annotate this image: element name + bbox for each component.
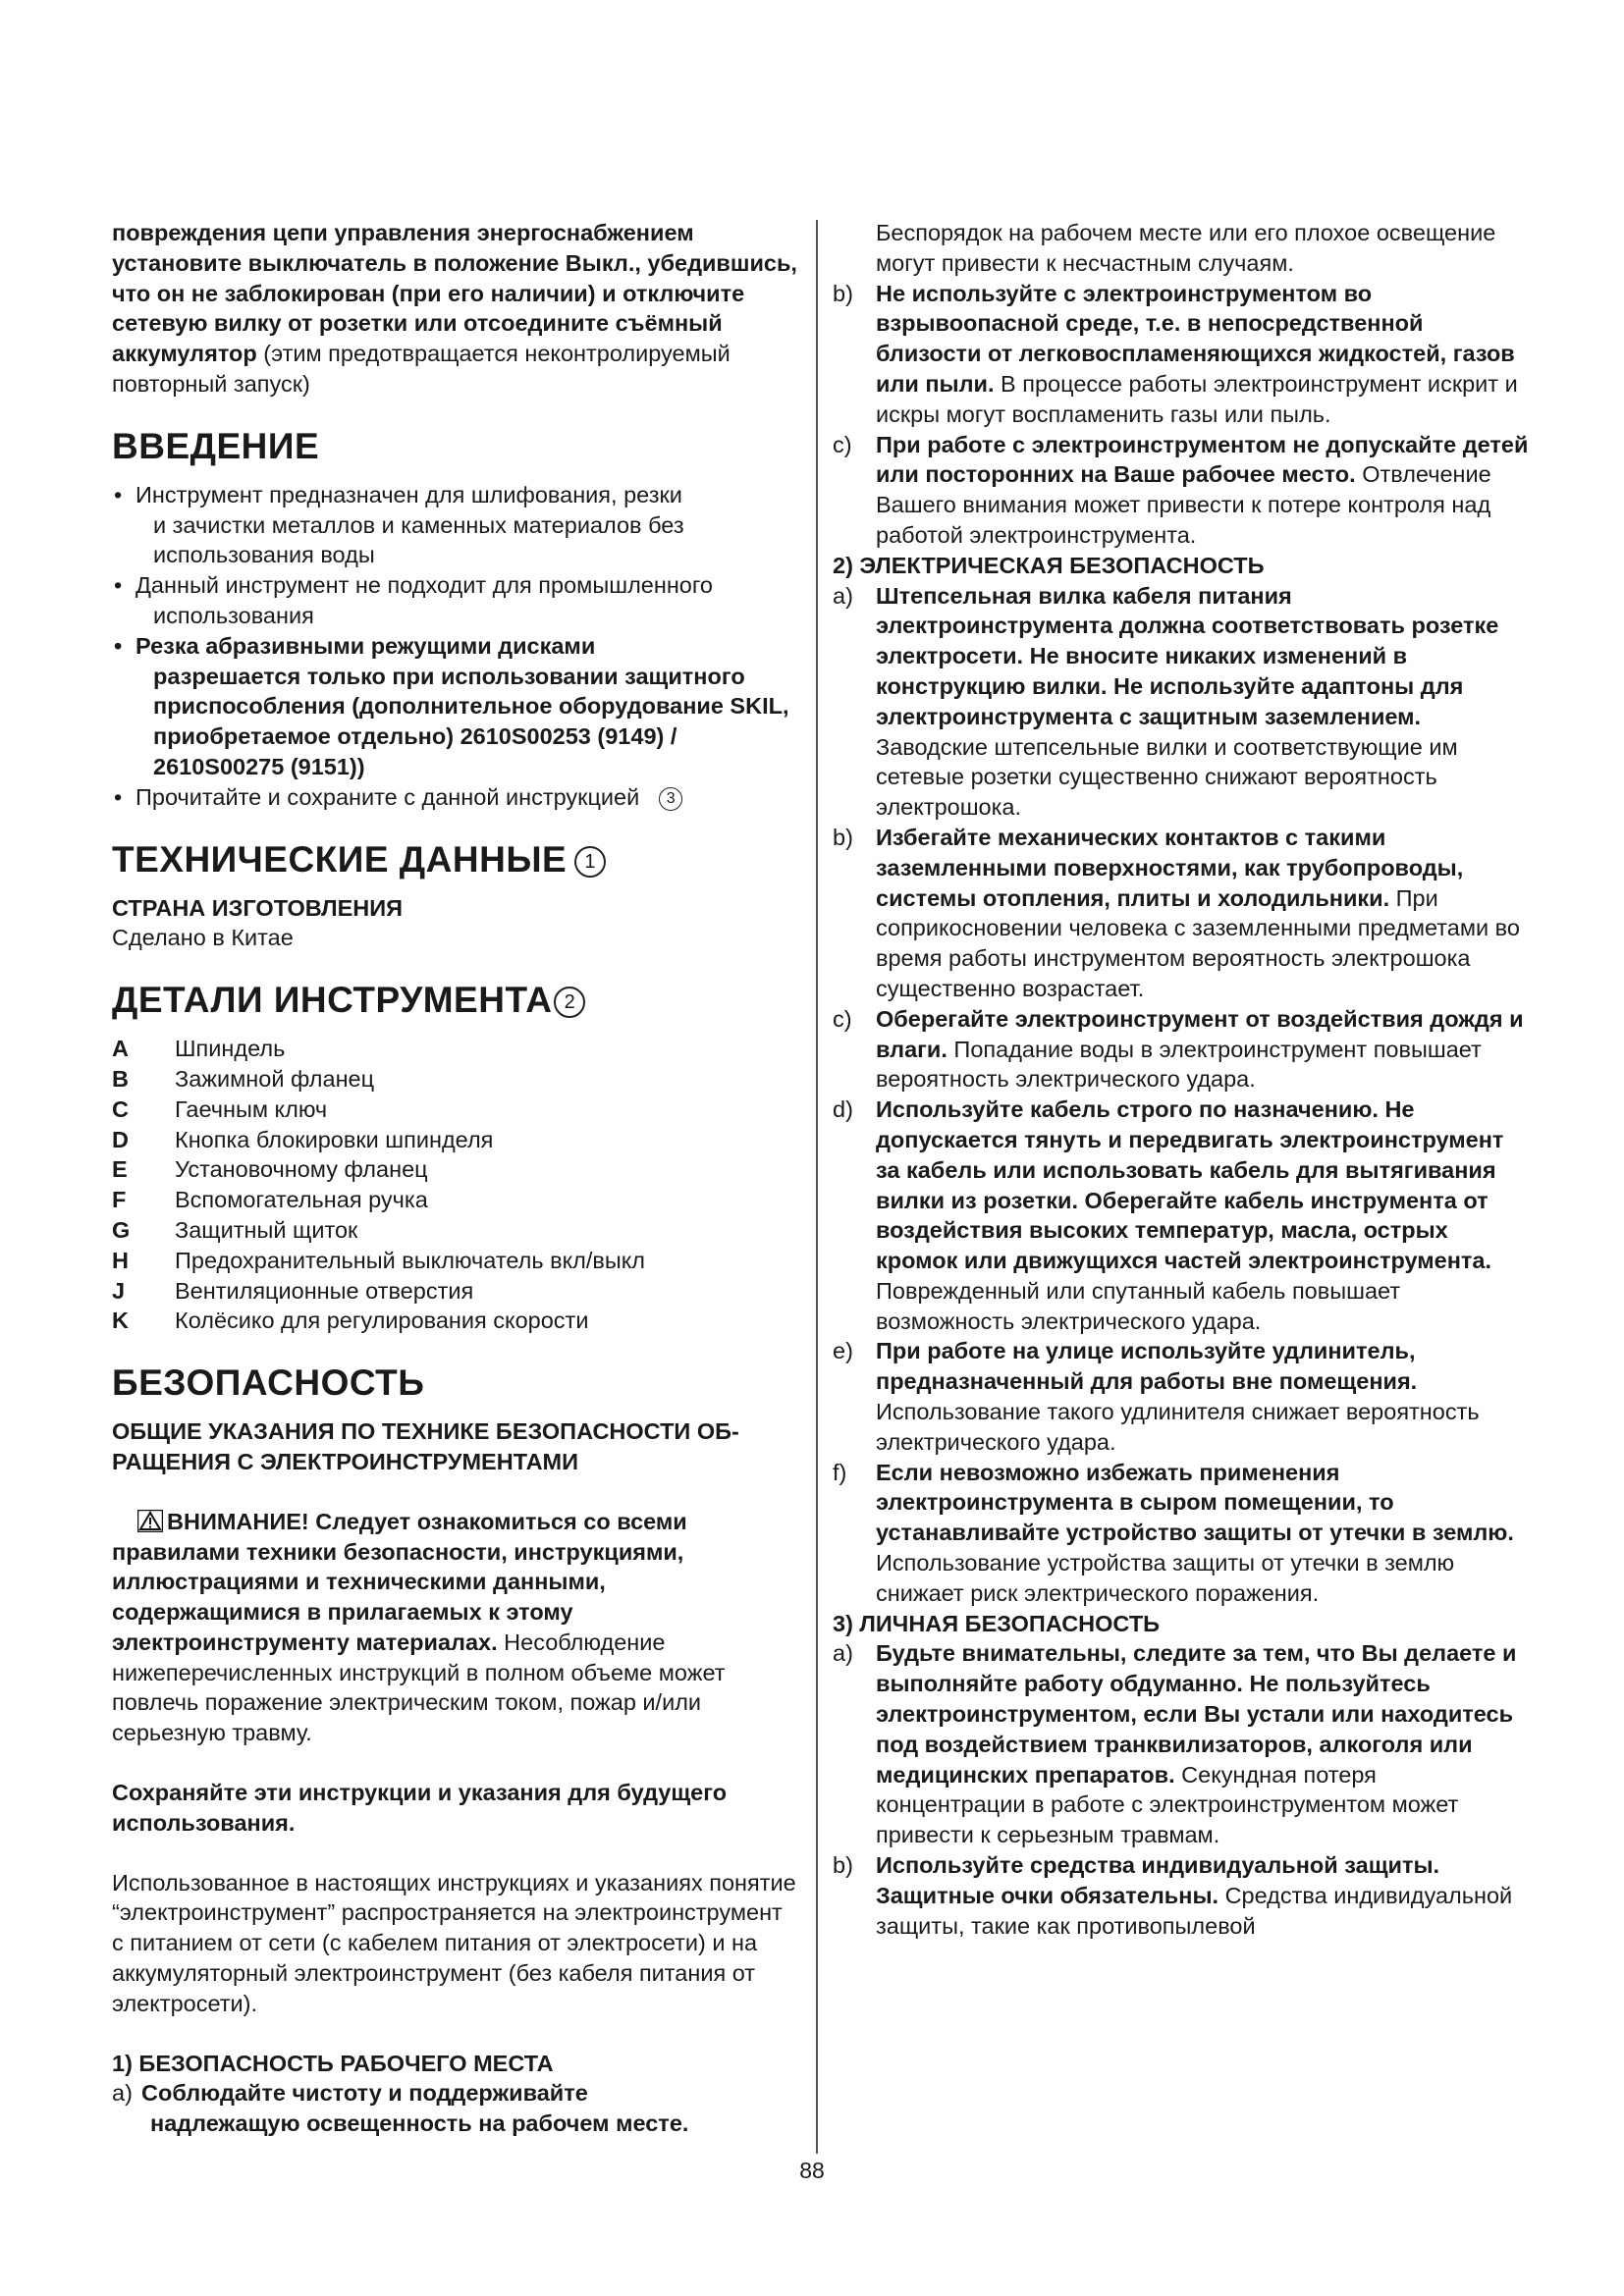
parts-list [112,1034,799,1336]
section-electrical-title: 2) ЭЛЕКТРИЧЕСКАЯ БЕЗОПАСНОСТЬ [833,552,1265,578]
section-personal-title: 3) ЛИЧНАЯ БЕЗОПАСНОСТЬ [833,1610,1161,1636]
part-key: E [112,1156,128,1183]
vvedenie-bullets [112,480,799,813]
item-normal-text: Использование устройства защиты от утечки в землю снижает риск электрического поражения. [876,1550,1455,1606]
part-label: Колёсико для регулирования скорости [175,1308,589,1334]
part-key: J [112,1277,126,1304]
bullet-text: Резка абразивными режущими дисками [135,632,596,659]
item-letter: a) [833,582,853,609]
vvedenie-bullet [112,480,799,570]
figure-ref-badge: 1 [574,846,606,878]
part-key: K [112,1308,129,1334]
part-label: Шпиндель [175,1036,286,1062]
safety-item [833,823,1530,1004]
bullet-dot: • [114,481,123,507]
warning-normal-text: Несоблюдение нижеперечисленных инструкций в полном объеме может повлечь поражение электрическим током, пожар и/или серьезную травму. [112,1629,726,1746]
bullet-text: Инструмент предназначен для шлифования, резки [135,481,682,507]
item-normal-text: Средства индивидуальной защиты, такие как противопылевой [876,1882,1513,1939]
part-key: F [112,1187,127,1213]
item-letter: c) [833,431,852,457]
bullet-text-cont: использования [153,602,314,628]
item-letter: b) [833,1852,853,1879]
bullet-text-cont: разрешается только при использовании защитного приспособления (дополнительное оборудование SKIL, приобретаемое отдельно) 2610S00253 (9149) / 2610S00275 (9151)) [153,663,789,779]
item-letter: b) [833,824,853,850]
part-label: Защитный щиток [175,1216,358,1243]
safety-item [833,430,1530,551]
item-letter: f) [833,1459,847,1485]
part-label: Предохранительный выключатель вкл/выкл [175,1247,646,1273]
bullet-text: Прочитайте и сохраните с данной инструкцией [135,783,640,810]
tech-title-text: ТЕХНИЧЕСКИЕ ДАННЫЕ [112,838,568,880]
country-value: Сделано в Китае [112,925,294,951]
bullet-dot: • [114,632,123,659]
section-title-vvedenie: ВВЕДЕНИЕ [112,425,320,466]
country-label: СТРАНА ИЗГОТОВЛЕНИЯ [112,894,404,921]
item-bold-text: Используйте кабель строго по назначению. Не допускается тянуть и передвигать электроинструмент за кабель или использовать кабель для вытягивания вилки из розетки. Оберегайте кабель инструмента от воздействия высоких температур, масла, острых кромок или движущихся частей электроинструмента. [876,1096,1504,1274]
continued-text: Беспорядок на рабочем месте или его плохое освещение могут привести к несчастным случаям. [876,220,1496,276]
item-bold-line: Соблюдайте чистоту и поддерживайте [141,2080,588,2107]
workplace-items [833,279,1530,551]
part-key: G [112,1216,131,1243]
vvedenie-bullet [112,782,799,813]
item-bold-text: Будьте внимательны, следите за тем, что Вы делаете и выполняйте работу обдуманно. Не пользуйтесь электроинструментом, если Вы устали или находитесь под воздействием транквилизаторов, алкоголя или медицинских препаратов. [876,1640,1517,1788]
bullet-dot: • [114,783,123,810]
parts-title-text: ДЕТАЛИ ИНСТРУМЕНТА [112,980,553,1021]
item-normal-text: В процессе работы электроинструмент искрит и искры могут воспламенить газы или пыль. [876,370,1518,427]
section-title-tech [112,838,799,881]
keep-instructions: Сохраняйте эти инструкции и указания для будущего использования. [112,1780,728,1836]
item-bold-text: Штепсельная вилка кабеля питания электроинструмента должна соответствовать розетке электросети. Не вносите никаких изменений в конструкцию вилки. Не используйте адаптоны для электроинструмента с защитным заземлением. [876,582,1499,729]
safety-item [833,1638,1530,1850]
part-item [112,1306,799,1336]
vvedenie-bullet [112,631,799,782]
intro-normal-text: (этим предотвращается неконтролируемый повторный запуск) [112,341,731,397]
part-item [112,1185,799,1215]
part-label: Вентиляционные отверстия [175,1277,474,1304]
warning-paragraph [112,1507,799,1748]
intro-paragraph [112,218,799,400]
electrical-items [833,581,1530,1609]
item-letter: c) [833,1005,852,1032]
safety-item [833,1336,1530,1457]
part-item [112,1276,799,1307]
safety-item [833,279,1530,430]
safety-item [833,1095,1530,1336]
item-normal-text: Поврежденный или спутанный кабель повышает возможность электрического удара. [876,1277,1401,1334]
item-normal-text: Секундная потеря концентрации в работе с электроинструментом может привести к серьезным травмам. [876,1761,1459,1848]
item-letter: a) [112,2080,133,2107]
item-bold-text: Используйте средства индивидуальной защиты. Защитные очки обязательны. [876,1852,1440,1908]
bullet-text-cont: и зачистки металлов и каменных материалов без использования воды [153,511,684,568]
part-key: B [112,1065,129,1092]
item-letter: d) [833,1096,853,1123]
workplace-item-a [112,2078,799,2139]
intro-bold-text: повреждения цепи управления энергоснабжением установите выключатель в положение Выкл., убедившись, что он не заблокирован (при его наличии) и отключите сетевую вилку от розетки или отсоедините съёмный аккумулятор [112,220,797,367]
item-bold-text: При работе с электроинструментом не допускайте детей или посторонних на Ваше рабочее место. [876,431,1529,488]
item-normal-text: Отвлечение Вашего внимания может привести к потере контроля над работой электроинструмента. [876,461,1491,548]
safety-item [833,1850,1530,1941]
item-letter: e) [833,1338,853,1364]
part-item [112,1034,799,1064]
item-letter: b) [833,280,853,306]
item-bold-text: Не используйте с электроинструментом во взрывоопасной среде, т.е. в непосредственной близости от легковоспламеняющихся жидкостей, газов или пыли. [876,280,1515,397]
item-normal-text: Попадание воды в электроинструмент повышает вероятность электрического удара. [876,1036,1482,1093]
part-item [112,1215,799,1246]
item-normal-text: Заводские штепсельные вилки и соответствующие им сетевые розетки существенно снижают вероятность электрошока. [876,733,1458,821]
vvedenie-bullet [112,570,799,631]
part-item [112,1246,799,1276]
part-item [112,1064,799,1095]
item-bold-text: Если невозможно избежать применения электроинструмента в сыром помещении, то устанавливайте устройство защиты от утечки в землю. [876,1459,1514,1546]
item-letter: a) [833,1640,853,1667]
figure-ref-badge: 2 [554,987,585,1018]
section-workplace-title: 1) БЕЗОПАСНОСТЬ РАБОЧЕГО МЕСТА [112,2050,554,2076]
figure-ref-badge: 3 [659,787,682,811]
part-key: H [112,1247,129,1273]
part-item [112,1154,799,1185]
item-bold-text: Избегайте механических контактов с такими заземленными поверхностями, как трубопроводы, системы отопления, плиты и холодильники. [876,824,1464,911]
page-number: 88 [799,2158,825,2183]
item-bold-text: При работе на улице используйте удлинитель, предназначенный для работы вне помещения. [876,1338,1418,1395]
part-label: Установочному фланец [175,1156,428,1183]
item-normal-text: При соприкосновении человека с заземленными предметами во время работы инструментом вероятность электрошока существенно возрастает. [876,884,1520,1001]
part-key: A [112,1036,129,1062]
safety-item [833,581,1530,823]
part-label: Гаечным ключ [175,1095,328,1122]
part-key: D [112,1126,129,1152]
bullet-text: Данный инструмент не подходит для промышленного [135,572,714,599]
section-title-parts [112,979,799,1022]
part-label: Вспомогательная ручка [175,1187,428,1213]
section-title-safety: БЕЗОПАСНОСТЬ [112,1362,425,1404]
safety-subtitle: ОБЩИЕ УКАЗАНИЯ ПО ТЕХНИКЕ БЕЗОПАСНОСТИ ОБ- РАЩЕНИЯ С ЭЛЕКТРОИНСТРУМЕНТАМИ [112,1418,739,1474]
left-column [112,218,799,2139]
part-key: C [112,1095,129,1122]
part-item [112,1125,799,1155]
personal-items [833,1638,1530,1941]
part-label: Зажимной фланец [175,1065,375,1092]
warning-bold-text: ВНИМАНИЕ! Следует ознакомиться со всеми правилами техники безопасности, инструкциями, иллюстрациями и техническими данными, содержащимися в прилагаемых к этому электроинструменту материалах. [112,1508,687,1655]
safety-item [833,1004,1530,1095]
safety-item [833,1458,1530,1609]
part-item [112,1095,799,1125]
warning-triangle-icon [137,1510,163,1532]
item-bold-rest: надлежащую освещенность на рабочем месте. [150,2110,689,2137]
item-bold-text: Оберегайте электроинструмент от воздействия дождя и влаги. [876,1005,1524,1062]
right-column [833,218,1530,1941]
part-label: Кнопка блокировки шпинделя [175,1126,494,1152]
bullet-dot: • [114,572,123,599]
definition-paragraph: Использованное в настоящих инструкциях и указаниях понятие “электроинструмент” распространяется на электроинструмент с питанием от сети (с кабелем питания от электросети) и на аккумуляторный электроинструмент (без кабеля питания от электросети). [112,1869,796,2016]
item-normal-text: Использование такого удлинителя снижает вероятность электрического удара. [876,1399,1480,1455]
column-divider [816,220,818,2154]
